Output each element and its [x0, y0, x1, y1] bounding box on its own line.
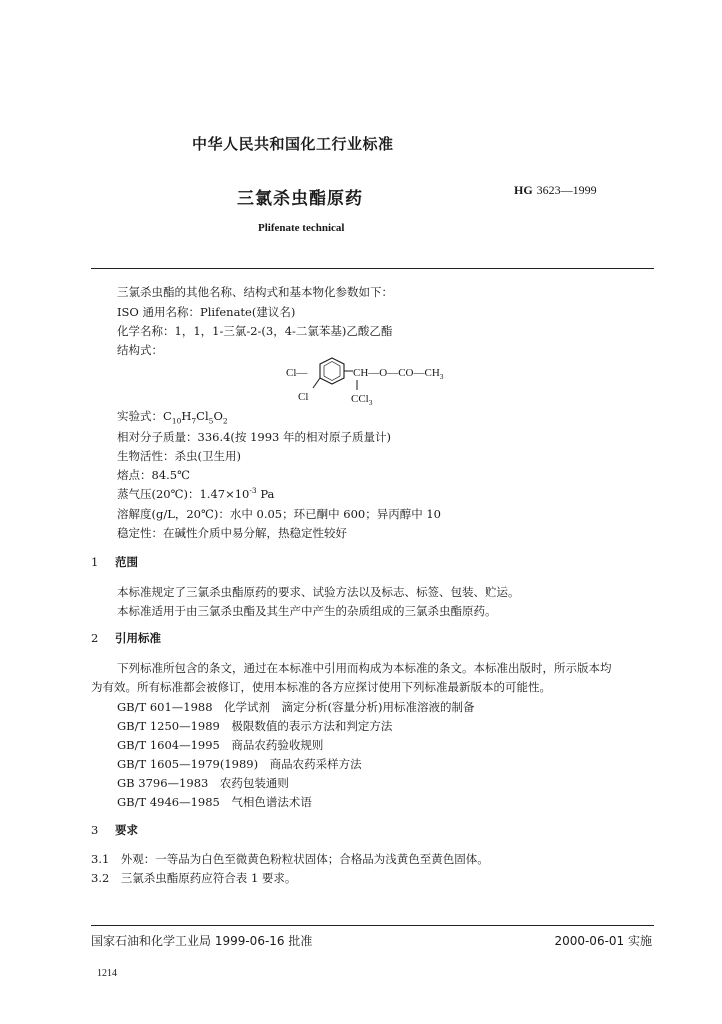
formula-chain-sub: 3: [439, 372, 444, 381]
document-title: 三氯杀虫酯原药: [237, 189, 363, 209]
formula-ccl-sub: 3: [368, 398, 373, 407]
reference-item: GB/T 601—1988 化学试剂 滴定分析(容量分析)用标准溶液的制备: [117, 700, 475, 714]
section-number: 3: [91, 823, 99, 837]
formula-cl-bottom: Cl: [298, 391, 309, 403]
formula-cl-left: Cl—: [286, 367, 308, 379]
implementation-date: 2000-06-01 实施: [554, 934, 652, 948]
reference-item: GB/T 1604—1995 商品农药验收规则: [117, 738, 324, 752]
page-number: 1214: [97, 968, 117, 979]
formula-h-sub: 7: [191, 416, 197, 426]
vapor-pressure-exponent: -3: [249, 486, 257, 496]
section-title: 引用标准: [115, 631, 161, 645]
requirement-item: 3.1 外观：一等品为白色至微黄色粉粒状固体；合格品为浅黄色至黄色固体。: [91, 852, 489, 866]
melting-point-line: 熔点：84.5℃: [117, 468, 190, 482]
formula-o-sub: 2: [222, 416, 228, 426]
standard-code-prefix: HG: [514, 183, 533, 197]
formula-cl-sub: 5: [208, 416, 214, 426]
formula-cl: Cl: [196, 409, 209, 423]
bioactivity-line: 生物活性：杀虫(卫生用): [117, 449, 241, 463]
section-number: 1: [91, 555, 99, 569]
vapor-pressure-unit: Pa: [256, 487, 275, 501]
formula-chain-text: CH—O—CO—CH: [353, 367, 440, 379]
standard-code: [514, 183, 597, 198]
formula-ccl-text: CCl: [351, 393, 369, 405]
formula-c: C: [163, 409, 172, 423]
section-title: 要求: [115, 823, 138, 837]
formula-chain: [353, 367, 444, 381]
solubility-line: 溶解度(g/L，20℃)：水中 0.05；环已酮中 600；异丙醇中 10: [117, 507, 441, 521]
formula-ccl: [351, 393, 373, 407]
english-title: Plifenate technical: [258, 222, 345, 234]
ring-to-cl-bond: [313, 378, 320, 388]
vapor-pressure-line: [117, 486, 274, 502]
formula-c-sub: 10: [171, 416, 182, 426]
section-heading-scope: [91, 554, 138, 570]
header-divider: [91, 268, 654, 269]
references-intro-line: 下列标准所包含的条文，通过在本标准中引用而构成为本标准的条文。本标准出版时，所示版本均: [117, 661, 612, 675]
reference-item: GB/T 1605—1979(1989) 商品农药采样方法: [117, 757, 362, 771]
reference-item: GB 3796—1983 农药包装通则: [117, 776, 289, 790]
stability-line: 稳定性：在碱性介质中易分解，热稳定性较好: [117, 526, 347, 540]
chemical-name-line: 化学名称：1，1，1-三氯-2-(3，4-二氯苯基)乙酸乙酯: [117, 324, 393, 338]
section-heading-references: [91, 630, 161, 646]
structure-label: 结构式：: [117, 343, 163, 357]
section-heading-requirements: [91, 822, 138, 838]
reference-item: GB/T 4946—1985 气相色谱法术语: [117, 795, 312, 809]
empirical-formula-line: [117, 408, 228, 425]
vapor-pressure-value: 蒸气压(20℃)：1.47×10: [117, 487, 250, 501]
intro-line: 三氯杀虫酯的其他名称、结构式和基本物化参数如下：: [117, 285, 393, 299]
standard-code-number: 3623—1999: [536, 183, 597, 197]
molecular-mass-line: 相对分子质量：336.4(按 1993 年的相对原子质量计): [117, 430, 391, 444]
approval-line: 国家石油和化学工业局 1999-06-16 批准: [91, 934, 313, 948]
issuing-organization: 中华人民共和国化工行业标准: [192, 135, 394, 153]
iso-name-line: ISO 通用名称：Plifenate(建议名): [117, 305, 296, 319]
section-number: 2: [91, 631, 99, 645]
structural-formula: [280, 356, 500, 410]
formula-label: 实验式：: [117, 409, 163, 423]
requirement-item: 3.2 三氯杀虫酯原药应符合表 1 要求。: [91, 871, 297, 885]
formula-h: H: [181, 409, 192, 423]
references-intro-line: 为有效。所有标准都会被修订，使用本标准的各方应探讨使用下列标准最新版本的可能性。: [91, 680, 551, 694]
reference-item: GB/T 1250—1989 极限数值的表示方法和判定方法: [117, 719, 393, 733]
section-title: 范围: [115, 555, 138, 569]
scope-line: 本标准适用于由三氯杀虫酯及其生产中产生的杂质组成的三氯杀虫酯原药。: [117, 604, 497, 618]
scope-line: 本标准规定了三氯杀虫酯原药的要求、试验方法以及标志、标签、包装、贮运。: [117, 585, 520, 599]
benzene-ring-inner: [324, 362, 340, 381]
formula-o: O: [213, 409, 223, 423]
footer-divider: [91, 925, 654, 926]
